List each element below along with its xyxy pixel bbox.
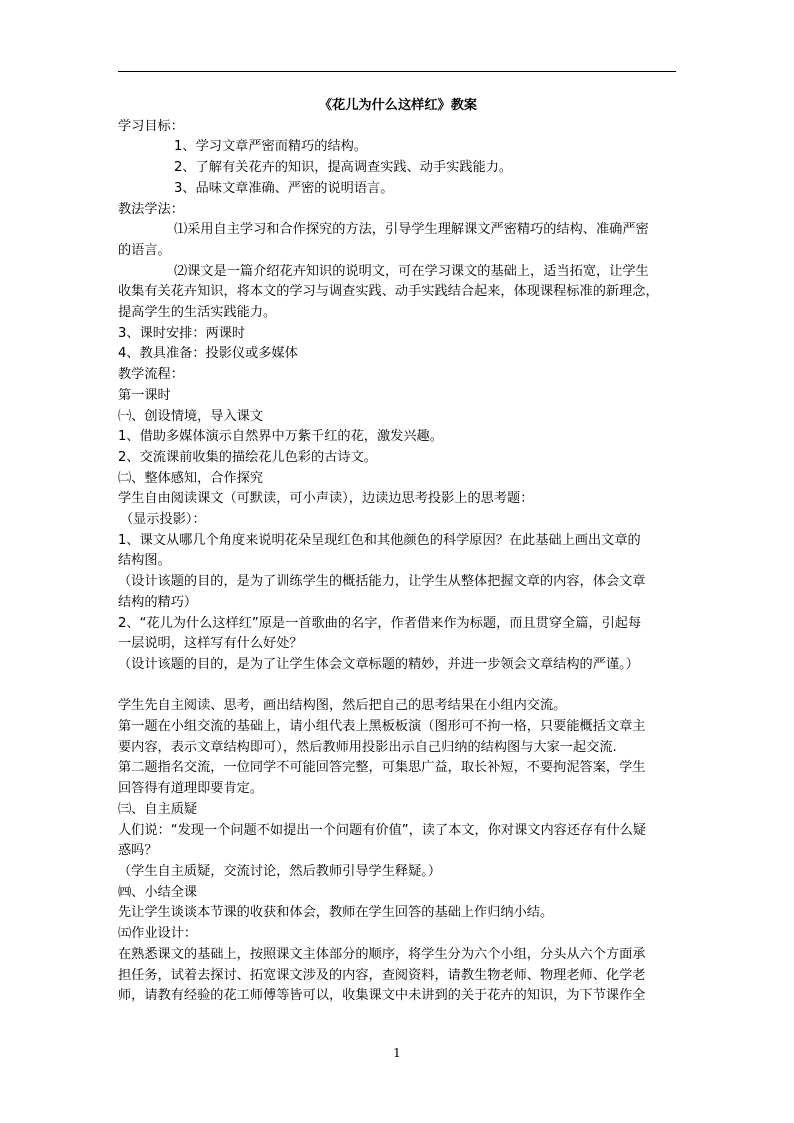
text-line: 要内容，表示文章结构即可），然后教师用投影出示自己归纳的结构图与大家一起交流.	[118, 739, 617, 755]
text-line: 惑吗？	[118, 843, 158, 859]
text-line: 第一题在小组交流的基础上，请小组代表上黑板板演（图形可不拘一格，只要能概括文章主	[118, 719, 646, 735]
text-line: ⑴采用自主学习和合作探究的方法，引导学生理解课文严密精巧的结构、准确严密	[174, 222, 649, 238]
text-line: 在熟悉课文的基础上，按照课文主体部分的顺序，将学生分为六个小组，分头从六个方面承	[118, 946, 646, 962]
text-line: ㈤作业设计：	[118, 926, 198, 942]
text-line: ㈡、整体感知，合作探究	[118, 470, 264, 486]
text-line: 3、品味文章准确、严密的说明语言。	[174, 180, 394, 196]
header-rule	[118, 71, 676, 72]
text-line: （设计该题的目的，是为了训练学生的概括能力，让学生从整体把握文章的内容，体会文章	[118, 574, 646, 590]
text-line: 2、交流课前收集的描绘花儿色彩的古诗文。	[118, 449, 377, 465]
text-line: 的语言。	[118, 242, 171, 258]
text-line: 担任务，试着去探讨、拓宽课文涉及的内容，查阅资料，请教生物老师、物理老师、化学老	[118, 967, 646, 983]
text-line: 2、“花儿为什么这样红”原是一首歌曲的名字，作者借来作为标题，而且贯穿全篇，引起每	[118, 615, 642, 631]
text-line: 学生自由阅读课文（可默读，可小声读），边读边思考投影上的思考题：	[118, 491, 534, 507]
text-line: （显示投影）：	[120, 512, 206, 528]
text-line: 收集有关花卉知识，将本文的学习与调查实践、动手实践结合起来，体现课程标准的新理念，	[118, 284, 659, 300]
text-line: 先让学生谈谈本节课的收获和体会，教师在学生回答的基础上作归纳小结。	[118, 905, 554, 921]
text-line	[118, 676, 678, 697]
text-line: ㈢、自主质疑	[118, 801, 198, 817]
text-line: 提高学生的生活实践能力。	[118, 305, 277, 321]
text-line: 学生先自主阅读、思考，画出结构图，然后把自己的思考结果在小组内交流。	[118, 698, 567, 714]
text-line: 回答得有道理即要肯定。	[118, 781, 264, 797]
text-line: 4、教具准备：投影仪或多媒体	[118, 346, 298, 362]
text-line: 第二题指名交流，一位同学不可能回答完整，可集思广益，取长补短，不要拘泥答案，学生	[118, 760, 646, 776]
text-line: 1、课文从哪几个角度来说明花朵呈现红色和其他颜色的科学原因？在此基础上画出文章的	[118, 532, 641, 548]
text-line: 一层说明，这样写有什么好处？	[118, 636, 303, 652]
text-line: 1、学习文章严密而精巧的结构。	[174, 139, 368, 155]
text-line: ㈣、小结全课	[118, 884, 198, 900]
text-line: 学习目标：	[118, 118, 184, 134]
text-line: ⑵课文是一篇介绍花卉知识的说明文，可在学习课文的基础上，适当拓宽，让学生	[174, 263, 649, 279]
document-lines	[118, 117, 678, 1007]
text-line: （学生自主质疑，交流讨论，然后教师引导学生释疑。）	[118, 864, 442, 879]
text-line: 人们说：“发现一个问题不如提出一个问题有价值”，读了本文，你对课文内容还存有什么疑	[118, 822, 646, 838]
text-line: ㈠、创设情境，导入课文	[118, 408, 264, 424]
text-line: 教法学法：	[118, 201, 184, 217]
text-line: （设计该题的目的，是为了让学生体会文章标题的精妙，并进一步领会文章结构的严谨。）	[118, 656, 639, 672]
text-line: 2、了解有关花卉的知识，提高调查实践、动手实践能力。	[174, 160, 513, 176]
document-title: 《花儿为什么这样红》教案	[318, 98, 478, 113]
text-line: 1、借助多媒体演示自然界中万紫千红的花，激发兴趣。	[118, 429, 443, 445]
text-line: 结构图。	[118, 553, 171, 569]
text-line: 师，请教有经验的花工师傅等皆可以，收集课文中未讲到的关于花卉的知识，为下节课作全	[118, 988, 646, 1004]
text-line: 教学流程：	[118, 367, 184, 383]
text-line: 第一课时	[118, 387, 171, 403]
text-line: 3、课时安排：两课时	[118, 325, 246, 341]
text-line: 结构的精巧）	[118, 594, 198, 610]
document-body	[118, 96, 678, 1007]
page-number: 1	[393, 1046, 401, 1060]
